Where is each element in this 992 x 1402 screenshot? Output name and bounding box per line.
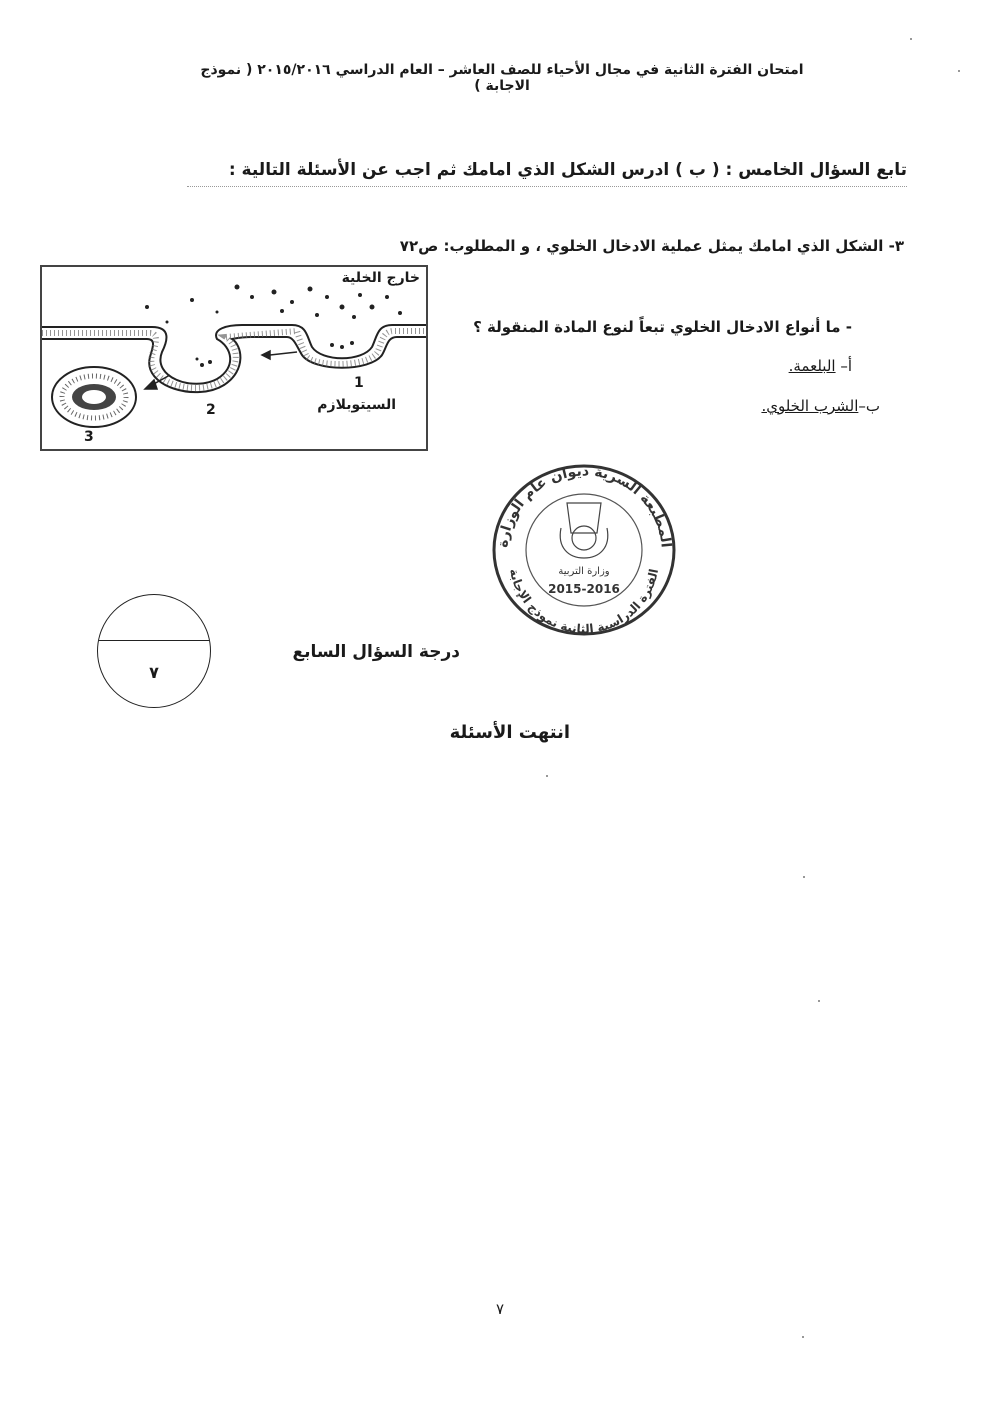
stamp-outer-text: المطبعة السرية ديوان عام الوزارة [495,463,674,549]
vesicle [52,367,136,427]
score-value: ٧ [149,663,159,682]
stage-1-label: 1 [354,375,364,391]
answer-b [580,397,880,415]
stage-3-label: 3 [84,429,94,445]
scan-speck [546,775,548,777]
scan-speck [818,1000,820,1002]
answer-b-prefix: ب– [858,397,880,415]
scan-speck [958,70,960,72]
answer-a-prefix: أ– [835,357,852,375]
answer-b-text: الشرب الخلوي. [761,397,859,415]
answer-a-text: البلعمة. [788,357,836,375]
score-divider [98,640,210,641]
score-circle [97,594,211,708]
sub-question: - ما أنواع الادخال الخلوي تبعاً لنوع المادة المنقولة ؟ [473,318,852,336]
official-stamp [487,458,682,638]
question-text: ٣- الشكل الذي امامك يمثل عملية الادخال الخلوي ، و المطلوب: ص٧٢ [399,237,904,255]
page-header: امتحان الفترة الثانية في مجال الأحياء للصف العاشر – العام الدراسي ٢٠١٥/٢٠١٦ ( نموذج الاجابة ) [200,62,804,94]
score-label: درجة السؤال السابع [292,642,460,662]
svg-text:الفترة الدراسية الثانية نموذج [507,567,661,636]
cytoplasm-label: السيتوبلازم [317,397,396,413]
stamp-year: 2015-2016 [548,582,620,596]
scan-speck [802,1336,804,1338]
extracellular-particles [145,285,402,324]
section-title: تابع السؤال الخامس : ( ب ) ادرس الشكل الذي امامك ثم اجب عن الأسئلة التالية : [187,160,907,187]
stage-2-label: 2 [206,402,216,418]
stamp-lower-text: الفترة الدراسية الثانية نموذج الإجابة [506,567,662,637]
endocytosis-figure [40,265,428,451]
outside-cell-label: خارج الخلية [341,270,420,286]
svg-text:المطبعة السرية ديوان عام الوزا [495,464,674,549]
end-of-questions: انتهت الأسئلة [449,722,570,743]
page-number: ٧ [495,1300,505,1318]
scan-speck [803,876,805,878]
scan-speck [910,38,912,40]
endocytosis-diagram [42,267,426,449]
answer-a [552,357,852,375]
stamp-graphic [487,458,682,638]
stamp-ministry: وزارة التربية [558,566,610,577]
emblem-icon [560,503,608,558]
